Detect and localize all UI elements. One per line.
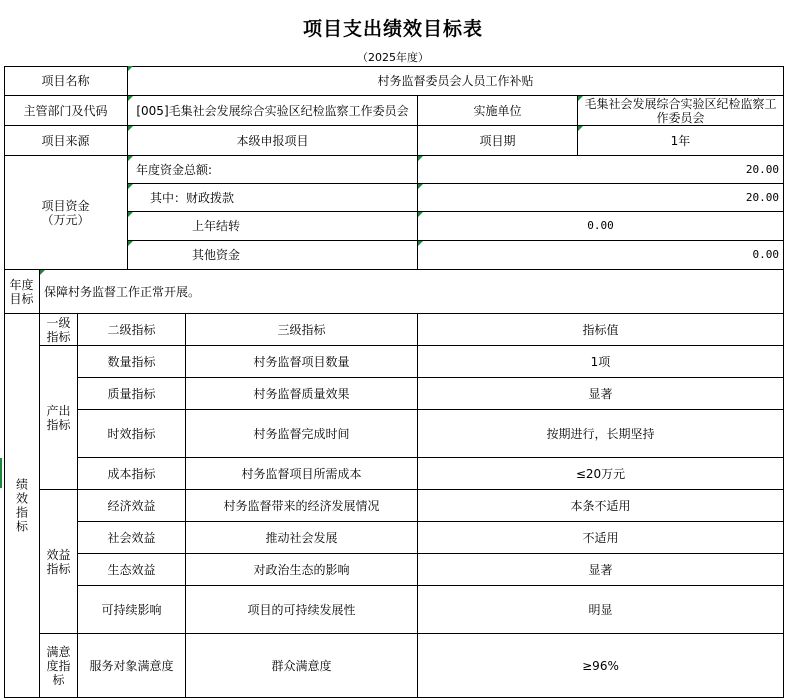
row-5-level2: 社会效益 <box>78 522 186 554</box>
row-4-level3: 村务监督带来的经济发展情况 <box>186 490 418 522</box>
funds-label <box>4 156 128 270</box>
benefit-indicator-text: 效益指标 <box>46 547 71 576</box>
selection-marker <box>0 458 2 488</box>
benefit-indicator-label <box>40 490 78 634</box>
goal-label <box>4 270 40 314</box>
funds-label-text: 项目资金 （万元） <box>41 198 90 227</box>
source-label: 项目来源 <box>4 126 128 156</box>
funds-other-value[interactable]: 0.00 <box>418 241 784 270</box>
satisfaction-indicator-label <box>40 634 78 698</box>
output-indicator-text: 产出指标 <box>46 403 71 432</box>
row-5-level3: 推动社会发展 <box>186 522 418 554</box>
row-6-value[interactable]: 显著 <box>418 554 784 586</box>
project-name-value[interactable]: 村务监督委员会人员工作补贴 <box>128 66 784 96</box>
impl-value[interactable]: 毛集社会发展综合实验区纪检监察工作委员会 <box>578 96 784 126</box>
period-label: 项目期 <box>418 126 578 156</box>
row-5-value[interactable]: 不适用 <box>418 522 784 554</box>
funds-carryover-value[interactable]: 0.00 <box>418 212 784 241</box>
row-3-level3: 村务监督项目所需成本 <box>186 458 418 490</box>
row-1-level3: 村务监督质量效果 <box>186 378 418 410</box>
indicators-label: 绩效指标 <box>4 314 40 698</box>
funds-fiscal-label: 其中：财政拨款 <box>128 184 418 212</box>
funds-fiscal-value[interactable]: 20.00 <box>418 184 784 212</box>
header-level2: 二级指标 <box>78 314 186 346</box>
funds-carryover-label: 上年结转 <box>128 212 418 241</box>
row-8-level3: 群众满意度 <box>186 634 418 698</box>
funds-total-value[interactable]: 20.00 <box>418 156 784 184</box>
row-2-level2: 时效指标 <box>78 410 186 458</box>
header-level1 <box>40 314 78 346</box>
row-8-value[interactable]: ≥96% <box>418 634 784 698</box>
output-indicator-label <box>40 346 78 490</box>
row-2-level3: 村务监督完成时间 <box>186 410 418 458</box>
header-level3: 三级指标 <box>186 314 418 346</box>
impl-label: 实施单位 <box>418 96 578 126</box>
row-0-value[interactable]: 1项 <box>418 346 784 378</box>
row-7-value[interactable]: 明显 <box>418 586 784 634</box>
funds-other-label: 其他资金 <box>128 241 418 270</box>
goal-label-text: 年度目标 <box>9 277 34 306</box>
project-name-label: 项目名称 <box>4 66 128 96</box>
row-3-level2: 成本指标 <box>78 458 186 490</box>
period-value[interactable]: 1年 <box>578 126 784 156</box>
dept-value[interactable]: [005]毛集社会发展综合实验区纪检监察工作委员会 <box>128 96 418 126</box>
goal-value[interactable]: 保障村务监督工作正常开展。 <box>40 270 784 314</box>
row-6-level2: 生态效益 <box>78 554 186 586</box>
row-6-level3: 对政治生态的影响 <box>186 554 418 586</box>
source-value[interactable]: 本级申报项目 <box>128 126 418 156</box>
row-0-level3: 村务监督项目数量 <box>186 346 418 378</box>
row-2-value[interactable]: 按期进行，长期坚持 <box>418 410 784 458</box>
row-8-level2: 服务对象满意度 <box>78 634 186 698</box>
row-4-value[interactable]: 本条不适用 <box>418 490 784 522</box>
funds-total-label: 年度资金总额: <box>128 156 418 184</box>
row-4-level2: 经济效益 <box>78 490 186 522</box>
header-level1-text: 一级指标 <box>46 315 71 344</box>
header-value: 指标值 <box>418 314 784 346</box>
row-1-level2: 质量指标 <box>78 378 186 410</box>
satisfaction-indicator-text: 满意度指标 <box>46 644 71 687</box>
dept-label: 主管部门及代码 <box>4 96 128 126</box>
page-title: 项目支出绩效目标表 <box>302 17 483 40</box>
row-7-level3: 项目的可持续发展性 <box>186 586 418 634</box>
row-3-value[interactable]: ≤20万元 <box>418 458 784 490</box>
row-1-value[interactable]: 显著 <box>418 378 784 410</box>
row-7-level2: 可持续影响 <box>78 586 186 634</box>
row-0-level2: 数量指标 <box>78 346 186 378</box>
year-label: （2025年度） <box>357 51 429 64</box>
